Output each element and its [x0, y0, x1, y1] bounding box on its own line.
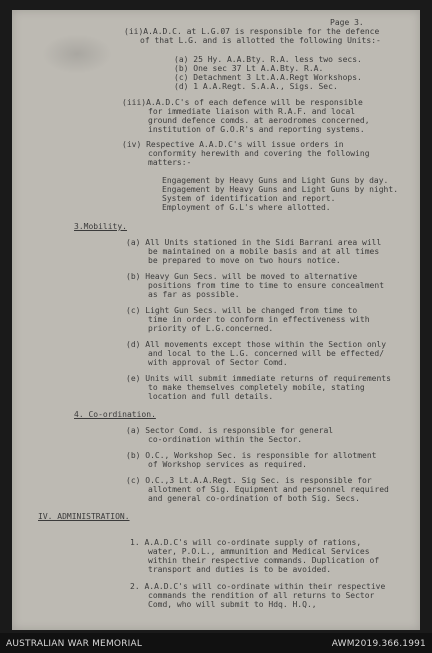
doc-line: priority of L.G.concerned. [148, 324, 274, 333]
doc-line: (e) Units will submit immediate returns of requirements [126, 374, 391, 383]
doc-line: ground defence comds. at aerodromes concerned, [148, 116, 370, 125]
doc-line: within their respective commands. Duplication of [148, 556, 380, 565]
doc-line: (b) One sec 37 Lt A.A.Bty. R.A. [174, 64, 324, 73]
doc-line: (c) Detachment 3 Lt.A.A.Regt Workshops. [174, 73, 362, 82]
doc-line: (iii)A.A.D.C's of each defence will be responsible [122, 98, 363, 107]
doc-line: institution of G.O.R's and reporting systems. [148, 125, 365, 134]
doc-line: be maintained on a mobile basis and at all times [148, 247, 380, 256]
doc-line: (a) Sector Comd. is responsible for general [126, 426, 334, 435]
doc-line: (ii)A.A.D.C. at L.G.07 is responsible for the defence [124, 27, 380, 36]
doc-line: be prepared to move on two hours notice. [148, 256, 341, 265]
doc-line: and general co-ordination of both Sig. Secs. [148, 494, 360, 503]
doc-line: 2. A.A.D.C's will co-ordinate within their respective [130, 582, 386, 591]
section-heading-mobility: 3.Mobility. [74, 222, 127, 231]
doc-line: (b) O.C., Workshop Sec. is responsible for allotment [126, 451, 377, 460]
doc-line: (a) All Units stationed in the Sidi Barrani area will [126, 238, 382, 247]
doc-line: and local to the L.G. concerned will be effected/ [148, 349, 385, 358]
doc-line: (a) 25 Hy. A.A.Bty. R.A. less two secs. [174, 55, 362, 64]
doc-line: water, P.O.L., ammunition and Medical Services [148, 547, 370, 556]
doc-line: of Workshop services as required. [148, 460, 307, 469]
doc-line: (c) O.C.,3 Lt.A.A.Regt. Sig Sec. is responsible for [126, 476, 372, 485]
ink-smudge [42, 34, 112, 74]
doc-line: to make themselves completely mobile, stating [148, 383, 365, 392]
doc-line: (b) Heavy Gun Secs. will be moved to alternative [126, 272, 358, 281]
section-heading-coordination: 4. Co-ordination. [74, 410, 156, 419]
doc-line: as far as possible. [148, 290, 240, 299]
footer-accession-number: AWM2019.366.1991 [331, 639, 426, 649]
doc-line: (iv) Respective A.A.D.C's will issue orders in [122, 140, 344, 149]
doc-line: commands the rendition of all returns to Sector [148, 591, 375, 600]
doc-line: transport and duties is to be avoided. [148, 565, 332, 574]
doc-line: matters:- [148, 158, 192, 167]
doc-line: Engagement by Heavy Guns and Light Guns by night. [162, 185, 399, 194]
section-heading-administration: IV. ADMINISTRATION. [38, 512, 130, 521]
doc-line: Engagement by Heavy Guns and Light Guns by day. [162, 176, 389, 185]
doc-line: co-ordination within the Sector. [148, 435, 303, 444]
doc-line: allotment of Sig. Equipment and personnel required [148, 485, 389, 494]
page-number: Page 3. [330, 18, 364, 27]
doc-line: (c) Light Gun Secs. will be changed from time to [126, 306, 358, 315]
doc-line: location and full details. [148, 392, 274, 401]
doc-line: Comd, who will submit to Hdq. H.Q., [148, 600, 317, 609]
doc-line: time in order to conform in effectiveness with [148, 315, 370, 324]
archive-footer [0, 633, 432, 653]
doc-line: conformity herewith and covering the following [148, 149, 370, 158]
doc-line: 1. A.A.D.C's will co-ordinate supply of rations, [130, 538, 362, 547]
doc-line: (d) All movements except those within the Section only [126, 340, 387, 349]
doc-line: of that L.G. and is allotted the following Units:- [140, 36, 381, 45]
doc-line: Employment of G.L's where allotted. [162, 203, 331, 212]
doc-line: System of identification and report. [162, 194, 336, 203]
doc-line: positions from time to time to ensure concealment [148, 281, 385, 290]
footer-institution: AUSTRALIAN WAR MEMORIAL [6, 639, 143, 649]
document-page [12, 10, 420, 630]
doc-line: for immediate liaison with R.A.F. and local [148, 107, 356, 116]
doc-line: (d) 1 A.A.Regt. S.A.A., Sigs. Sec. [174, 82, 338, 91]
doc-line: with approval of Sector Comd. [148, 358, 288, 367]
